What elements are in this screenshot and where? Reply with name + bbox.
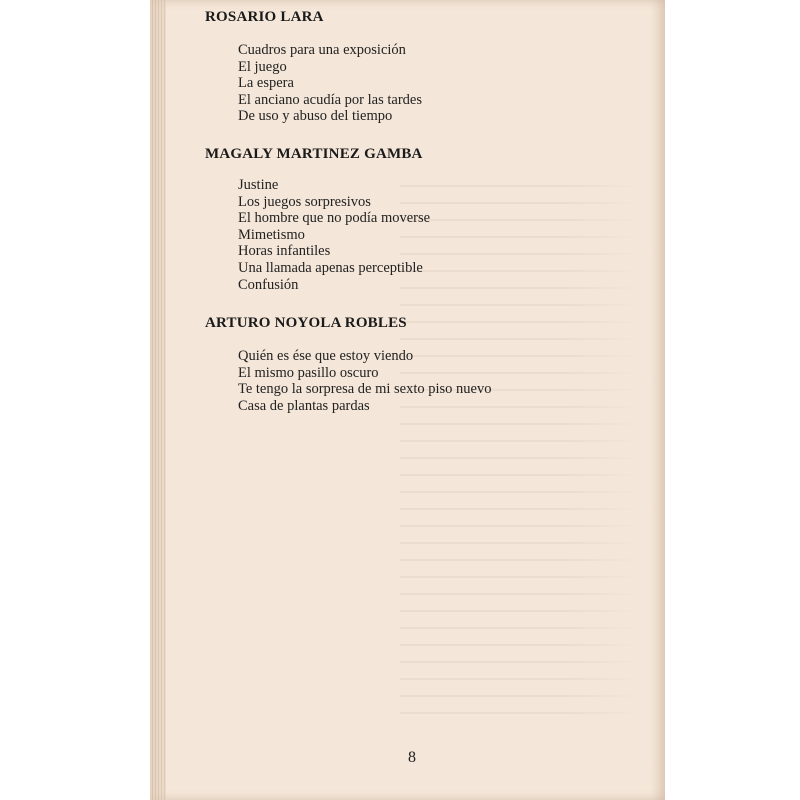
page-edges [150,0,166,800]
work-title: El anciano acudía por las tardes [238,91,422,108]
author-section [205,146,431,293]
work-title: El mismo pasillo oscuro [238,364,379,381]
work-title: Justine [238,177,279,193]
work-title: Mimetismo [238,226,305,243]
author-name: ROSARIO LARA [205,9,324,25]
author-section [205,9,422,125]
author-name: MAGALY MARTINEZ GAMBA [205,146,423,162]
works-list [238,177,430,293]
page-shadow [650,0,665,800]
author-name: ARTURO NOYOLA ROBLES [205,315,407,331]
work-title: Confusión [238,276,299,293]
work-title: Casa de plantas pardas [238,397,370,414]
work-title: Cuadros para una exposición [238,42,406,58]
bleed-through-text [400,175,640,715]
work-title: De uso y abuso del tiempo [238,108,393,125]
author-section [205,315,492,414]
work-title: Los juegos sorpresivos [238,193,371,210]
work-title: Te tengo la sorpresa de mi sexto piso nuevo [238,381,492,398]
works-list [238,348,491,414]
work-title: El juego [238,58,287,75]
work-title: Horas infantiles [238,243,331,260]
page-number: 8 [408,749,416,766]
work-title: Quién es ése que estoy viendo [238,348,414,364]
work-title: El hombre que no podía moverse [238,210,431,227]
work-title: Una llamada apenas perceptible [238,259,423,276]
work-title: La espera [238,75,294,92]
works-list [238,42,422,125]
